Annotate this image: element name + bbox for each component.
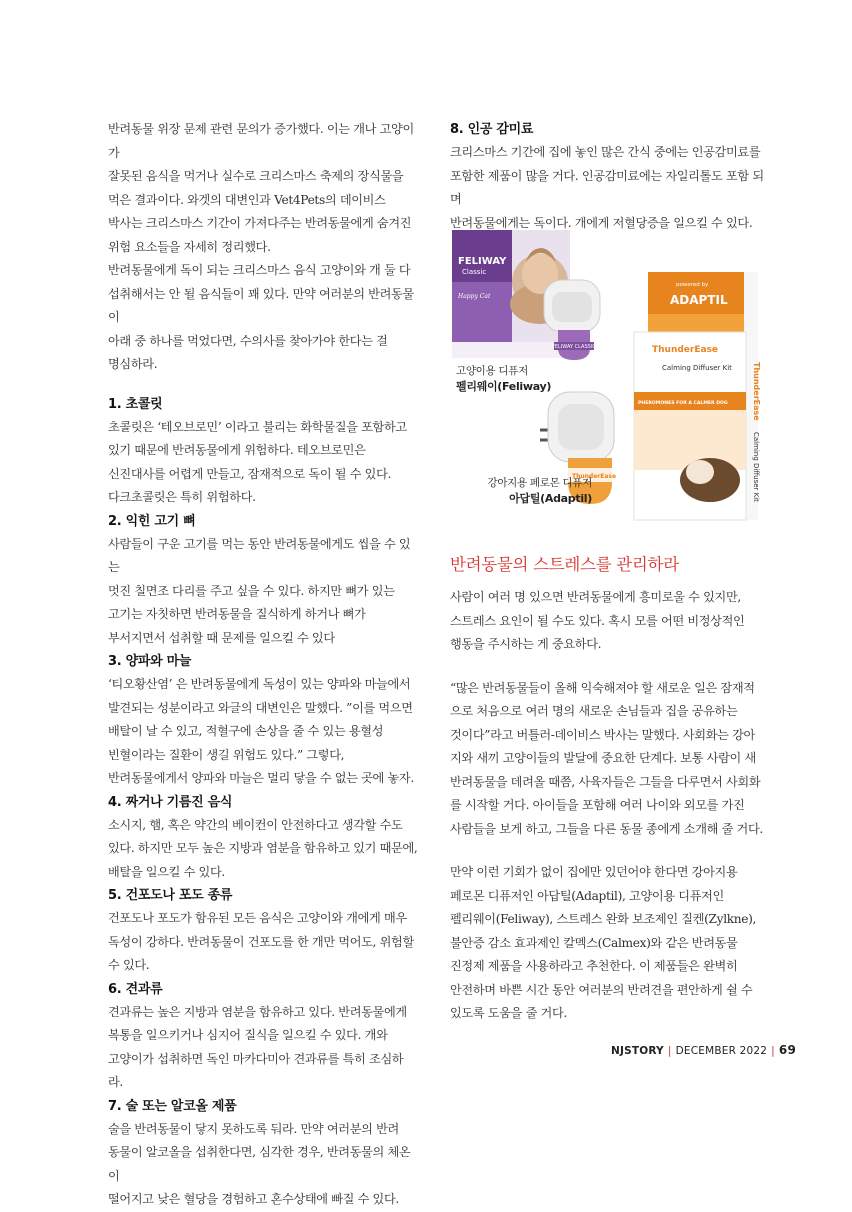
section-5-title: 5. 건포도나 포도 종류 [108, 888, 233, 903]
section-1-title: 1. 초콜릿 [108, 396, 163, 412]
adaptil-top: powered by [676, 282, 709, 288]
section-2-body: 사람들이 구운 고기를 먹는 동안 반려동물에게도 씹을 수 있는 멋진 칠면조 다리를 주고 싶을 수 있다. 하지만 뼈가 있는 고기는 자칫하면 반려동물을 질식하게 하거나 뼈가 부서지면서 섭취할 때 문제를 일으킬 수 있다 [108, 536, 411, 645]
section-3-title: 3. 양파와 마늘 [108, 654, 192, 669]
feliway-brand: FELIWAY [458, 256, 507, 267]
caption-adaptil [468, 476, 592, 507]
intro-paragraph: 반려동물 위장 문제 관련 문의가 증가했다. 이는 개나 고양이가 잘못된 음식을 먹거나 실수로 크리스마스 축제의 장식물을 먹은 결과이다. 와겟의 대변인과 Vet4Pets의 데이비스 박사는 크리스마스 기간이 가져다주는 반려동물에게 숨겨진 위험 요소들을 자세히 정리했다. 반려동물에게 독이 되는 크리스마스 음식 고양이와 개 둘 다 섭취해서는 안 될 음식들이 꽤 있다. 만약 여러분의 반려동물이 아래 중 하나를 먹었다면, 수의사를 찾아가야 한다는 걸 명심하라. [108, 122, 414, 371]
thunderease-box [634, 272, 761, 520]
feliway-plug-label: FELIWAY CLASSIC [552, 344, 596, 350]
section-8-body: 크리스마스 기간에 집에 놓인 많은 간식 중에는 인공감미료를 포함한 제품이 많을 거다. 인공감미료에는 자일리톨도 포함 되며 반려동물에게는 독이다. 개에게 저혈당증을 일으킬 수 있다. [450, 145, 764, 230]
right-column-bottom [450, 552, 770, 1026]
section-7-body: 술을 반려동물이 닿지 못하도록 둬라. 만약 여러분의 반려 동물이 알코올을 섭취한다면, 심각한 경우, 반려동물의 체온이 떨어지고 낮은 혈당을 경험하고 혼수상태에 빠질 수 있다. [108, 1121, 411, 1206]
feliway-diffuser [544, 280, 600, 360]
section-5-body: 건포도나 포도가 함유된 모든 음식은 고양이와 개에게 매우 독성이 강하다. 반려동물이 건포도를 한 개만 먹어도, 위험할 수 있다. [108, 911, 414, 972]
thunderease-name: ThunderEase [652, 345, 719, 355]
stress-heading: 반려동물의 스트레스를 관리하라 [450, 555, 679, 574]
feliway-sub: Classic [462, 268, 487, 276]
footer-issue: DECEMBER 2022 [675, 1045, 768, 1057]
footer-separator-2: | [771, 1045, 775, 1057]
page-footer [611, 1043, 796, 1057]
section-4-body: 소시지, 햄, 혹은 약간의 베이컨이 안전하다고 생각할 수도 있다. 하지만 모두 높은 지방과 염분을 함유하고 있기 때문에, 배탈을 일으킬 수 있다. [108, 817, 418, 879]
stress-paragraph-3: 만약 이런 기회가 없이 집에만 있던어야 한다면 강아지용 페로몬 디퓨저인 아답틸(Adaptil), 고양이용 디퓨저인 펠리웨이(Feliway), 스트레스 완화 보조제인 질켄(Zylkne), 불안증 감소 효과제인 칼멕스(Calmex)와 같은 반려동물 진정제 제품을 사용하라고 추천한다. 이 제품들은 완벽히 안전하며 바쁜 시간 동안 여러분의 반려견을 편안하게 쉴 수 있도록 도움을 줄 거다. [450, 865, 757, 1020]
product-photo [448, 222, 768, 522]
thunderease-band: PHEROMONES FOR A CALMER DOG [638, 401, 728, 406]
caption-feliway [456, 364, 551, 395]
section-8-title: 8. 인공 감미료 [450, 122, 534, 137]
thunderease-plug-label: ThunderEase [572, 473, 617, 480]
section-6-body: 견과류는 높은 지방과 염분을 함유하고 있다. 반려동물에게 복통을 일으키거나 심지어 질식을 일으킬 수 있다. 개와 고양이가 섭취하면 독인 마카다미아 견과류를 특히 조심하라. [108, 1004, 407, 1089]
caption-adaptil-line1: 강아지용 페로몬 디퓨저 [487, 477, 592, 489]
footer-separator: | [667, 1045, 672, 1057]
section-6-title: 6. 견과류 [108, 981, 163, 997]
caption-adaptil-line2: 아답틸(Adaptil) [509, 492, 592, 505]
section-3-body: ‘티오황산염’ 은 반려동물에게 독성이 있는 양파와 마늘에서 발견되는 성분이라고 와글의 대변인은 말했다. ”이를 먹으면 배탈이 날 수 있고, 적혈구에 손상을 줄 수 있는 용혈성 빈혈이라는 질환이 생길 위험도 있다.” 그렇다, 반려동물에게서 양파와 마늘은 멀리 닿을 수 없는 곳에 놓자. [108, 677, 414, 785]
section-7-title: 7. 술 또는 알코올 제품 [108, 1098, 237, 1114]
page-number: 69 [778, 1043, 796, 1057]
left-column [108, 118, 418, 1212]
footer-brand: NJSTORY [610, 1045, 664, 1057]
section-2-title: 2. 익힌 고기 뼈 [108, 513, 196, 529]
right-column-top [450, 118, 770, 235]
thunderease-side-brand: ThunderEase [752, 362, 761, 421]
caption-feliway-line1: 고양이용 디퓨저 [456, 365, 528, 377]
thunderease-product: Calming Diffuser Kit [662, 364, 732, 372]
feliway-tag: Happy Cat [458, 293, 491, 300]
section-4-title: 4. 짜거나 기름진 음식 [108, 794, 233, 810]
stress-paragraph-2: “많은 반려동물들이 올해 익숙해져야 할 새로운 일은 잠재적 으로 처음으로 여러 명의 새로운 손님들과 집을 공유하는 것이다”라고 버틀러-데이비스 박사는 말했다. 사회화는 강아 지와 새끼 고양이들의 발달에 중요한 단계다. 보통 사람이 새 반려동물을 데려올 때쯤, 사육자들은 그들을 다루면서 사회화 를 시작할 거다. 아이들을 포함해 여러 나이와 외모를 가진 사람들을 보게 하고, 그들을 다른 동물 종에게 소개해 줄 거다. [450, 680, 763, 836]
thunderease-side-text: Calming Diffuser Kit [752, 432, 760, 502]
stress-paragraph-1: 사람이 여러 명 있으면 반려동물에게 흥미로울 수 있지만, 스트레스 요인이 될 수도 있다. 혹시 모를 어떤 비정상적인 행동을 주시하는 게 중요하다. [450, 590, 745, 651]
caption-feliway-line2: 펠리웨이(Feliway) [456, 380, 552, 393]
adaptil-brand: ADAPTIL [670, 293, 728, 307]
section-1-body: 초콜릿은 ‘테오브로민’ 이라고 불리는 화학물질을 포함하고 있기 때문에 반려동물에게 위험하다. 테오브로민은 신진대사를 어렵게 만들고, 잠재적으로 독이 될 수 있다. 다크초콜릿은 특히 위험하다. [108, 419, 407, 504]
